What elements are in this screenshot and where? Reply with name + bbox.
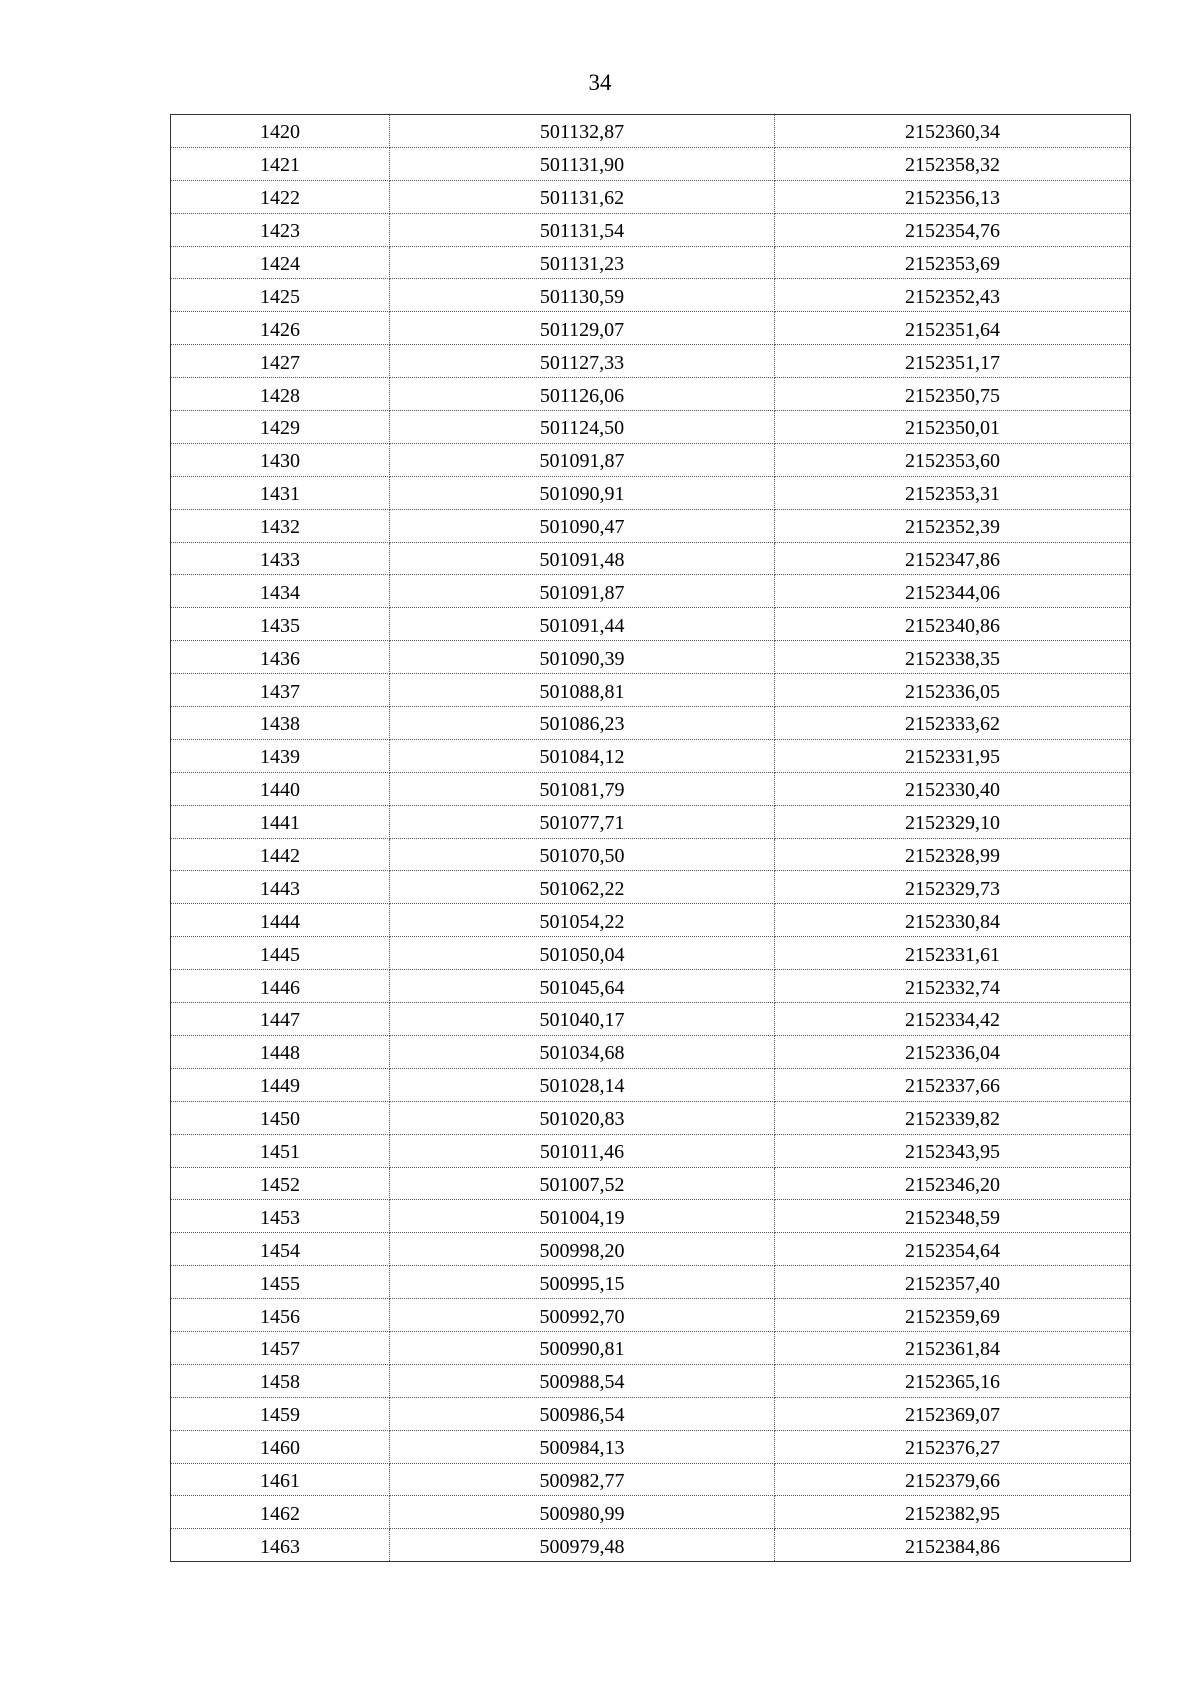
y-coordinate-cell: 2152333,62: [775, 707, 1131, 740]
table-row: [171, 1299, 1131, 1332]
table-row: [171, 739, 1131, 772]
table-row: [171, 1266, 1131, 1299]
y-coordinate-cell: 2152350,01: [775, 411, 1131, 444]
x-coordinate-cell: 501131,54: [390, 213, 775, 246]
table-row: [171, 970, 1131, 1003]
y-coordinate-cell: 2152331,61: [775, 937, 1131, 970]
table-row: [171, 707, 1131, 740]
point-number-cell: 1432: [171, 509, 390, 542]
point-number-cell: 1423: [171, 213, 390, 246]
y-coordinate-cell: 2152354,76: [775, 213, 1131, 246]
x-coordinate-cell: 501007,52: [390, 1167, 775, 1200]
table-row: [171, 345, 1131, 378]
x-coordinate-cell: 501091,48: [390, 542, 775, 575]
point-number-cell: 1456: [171, 1299, 390, 1332]
page-number: 34: [588, 70, 612, 95]
y-coordinate-cell: 2152352,43: [775, 279, 1131, 312]
point-number-cell: 1463: [171, 1529, 390, 1562]
point-number-cell: 1442: [171, 838, 390, 871]
y-coordinate-cell: 2152358,32: [775, 147, 1131, 180]
table-row: [171, 838, 1131, 871]
y-coordinate-cell: 2152353,69: [775, 246, 1131, 279]
table-row: [171, 1233, 1131, 1266]
y-coordinate-cell: 2152369,07: [775, 1397, 1131, 1430]
table-row: [171, 937, 1131, 970]
x-coordinate-cell: 500988,54: [390, 1364, 775, 1397]
x-coordinate-cell: 501020,83: [390, 1101, 775, 1134]
table-row: [171, 1003, 1131, 1036]
x-coordinate-cell: 500982,77: [390, 1463, 775, 1496]
point-number-cell: 1433: [171, 542, 390, 575]
x-coordinate-cell: 501084,12: [390, 739, 775, 772]
table-row: [171, 1331, 1131, 1364]
x-coordinate-cell: 501004,19: [390, 1200, 775, 1233]
point-number-cell: 1444: [171, 904, 390, 937]
table-row: [171, 1496, 1131, 1529]
point-number-cell: 1447: [171, 1003, 390, 1036]
point-number-cell: 1461: [171, 1463, 390, 1496]
table-row: [171, 1463, 1131, 1496]
x-coordinate-cell: 501131,23: [390, 246, 775, 279]
table-row: [171, 509, 1131, 542]
y-coordinate-cell: 2152379,66: [775, 1463, 1131, 1496]
y-coordinate-cell: 2152340,86: [775, 608, 1131, 641]
y-coordinate-cell: 2152344,06: [775, 575, 1131, 608]
y-coordinate-cell: 2152360,34: [775, 115, 1131, 148]
point-number-cell: 1440: [171, 772, 390, 805]
y-coordinate-cell: 2152350,75: [775, 378, 1131, 411]
point-number-cell: 1455: [171, 1266, 390, 1299]
y-coordinate-cell: 2152382,95: [775, 1496, 1131, 1529]
table-row: [171, 378, 1131, 411]
y-coordinate-cell: 2152347,86: [775, 542, 1131, 575]
point-number-cell: 1454: [171, 1233, 390, 1266]
y-coordinate-cell: 2152336,04: [775, 1035, 1131, 1068]
table-row: [171, 115, 1131, 148]
point-number-cell: 1438: [171, 707, 390, 740]
x-coordinate-cell: 501091,87: [390, 443, 775, 476]
point-number-cell: 1422: [171, 180, 390, 213]
y-coordinate-cell: 2152332,74: [775, 970, 1131, 1003]
y-coordinate-cell: 2152359,69: [775, 1299, 1131, 1332]
x-coordinate-cell: 500979,48: [390, 1529, 775, 1562]
table-row: [171, 312, 1131, 345]
table-row: [171, 411, 1131, 444]
x-coordinate-cell: 501126,06: [390, 378, 775, 411]
y-coordinate-cell: 2152334,42: [775, 1003, 1131, 1036]
y-coordinate-cell: 2152329,10: [775, 805, 1131, 838]
table-row: [171, 476, 1131, 509]
y-coordinate-cell: 2152353,31: [775, 476, 1131, 509]
point-number-cell: 1431: [171, 476, 390, 509]
x-coordinate-cell: 501050,04: [390, 937, 775, 970]
x-coordinate-cell: 501040,17: [390, 1003, 775, 1036]
x-coordinate-cell: 501091,87: [390, 575, 775, 608]
point-number-cell: 1458: [171, 1364, 390, 1397]
x-coordinate-cell: 501132,87: [390, 115, 775, 148]
y-coordinate-cell: 2152365,16: [775, 1364, 1131, 1397]
point-number-cell: 1452: [171, 1167, 390, 1200]
x-coordinate-cell: 501091,44: [390, 608, 775, 641]
point-number-cell: 1435: [171, 608, 390, 641]
y-coordinate-cell: 2152376,27: [775, 1430, 1131, 1463]
point-number-cell: 1420: [171, 115, 390, 148]
point-number-cell: 1436: [171, 641, 390, 674]
x-coordinate-cell: 500995,15: [390, 1266, 775, 1299]
x-coordinate-cell: 501088,81: [390, 674, 775, 707]
y-coordinate-cell: 2152348,59: [775, 1200, 1131, 1233]
table-row: [171, 1167, 1131, 1200]
table-row: [171, 147, 1131, 180]
table-row: [171, 772, 1131, 805]
point-number-cell: 1457: [171, 1331, 390, 1364]
table-row: [171, 1364, 1131, 1397]
x-coordinate-cell: 501090,91: [390, 476, 775, 509]
table-row: [171, 871, 1131, 904]
table-row: [171, 1200, 1131, 1233]
x-coordinate-cell: 501127,33: [390, 345, 775, 378]
table-row: [171, 1134, 1131, 1167]
y-coordinate-cell: 2152351,64: [775, 312, 1131, 345]
point-number-cell: 1448: [171, 1035, 390, 1068]
table-row: [171, 1068, 1131, 1101]
y-coordinate-cell: 2152361,84: [775, 1331, 1131, 1364]
y-coordinate-cell: 2152338,35: [775, 641, 1131, 674]
point-number-cell: 1449: [171, 1068, 390, 1101]
table-row: [171, 575, 1131, 608]
x-coordinate-cell: 501062,22: [390, 871, 775, 904]
y-coordinate-cell: 2152346,20: [775, 1167, 1131, 1200]
coordinates-table: [170, 114, 1131, 1562]
table-row: [171, 1529, 1131, 1562]
point-number-cell: 1424: [171, 246, 390, 279]
point-number-cell: 1437: [171, 674, 390, 707]
x-coordinate-cell: 501090,47: [390, 509, 775, 542]
x-coordinate-cell: 501129,07: [390, 312, 775, 345]
x-coordinate-cell: 501090,39: [390, 641, 775, 674]
x-coordinate-cell: 501131,62: [390, 180, 775, 213]
point-number-cell: 1445: [171, 937, 390, 970]
point-number-cell: 1462: [171, 1496, 390, 1529]
point-number-cell: 1446: [171, 970, 390, 1003]
x-coordinate-cell: 501077,71: [390, 805, 775, 838]
x-coordinate-cell: 501070,50: [390, 838, 775, 871]
table-row: [171, 1397, 1131, 1430]
x-coordinate-cell: 500998,20: [390, 1233, 775, 1266]
point-number-cell: 1439: [171, 739, 390, 772]
x-coordinate-cell: 501124,50: [390, 411, 775, 444]
point-number-cell: 1443: [171, 871, 390, 904]
y-coordinate-cell: 2152331,95: [775, 739, 1131, 772]
table-row: [171, 1430, 1131, 1463]
table-row: [171, 904, 1131, 937]
table-row: [171, 279, 1131, 312]
point-number-cell: 1426: [171, 312, 390, 345]
y-coordinate-cell: 2152384,86: [775, 1529, 1131, 1562]
x-coordinate-cell: 500980,99: [390, 1496, 775, 1529]
x-coordinate-cell: 500990,81: [390, 1331, 775, 1364]
x-coordinate-cell: 500986,54: [390, 1397, 775, 1430]
y-coordinate-cell: 2152329,73: [775, 871, 1131, 904]
y-coordinate-cell: 2152353,60: [775, 443, 1131, 476]
table-row: [171, 443, 1131, 476]
coordinates-table-body: [171, 115, 1131, 1562]
y-coordinate-cell: 2152357,40: [775, 1266, 1131, 1299]
point-number-cell: 1451: [171, 1134, 390, 1167]
table-row: [171, 213, 1131, 246]
point-number-cell: 1434: [171, 575, 390, 608]
y-coordinate-cell: 2152330,40: [775, 772, 1131, 805]
x-coordinate-cell: 501034,68: [390, 1035, 775, 1068]
table-row: [171, 1101, 1131, 1134]
x-coordinate-cell: 501028,14: [390, 1068, 775, 1101]
x-coordinate-cell: 501131,90: [390, 147, 775, 180]
point-number-cell: 1421: [171, 147, 390, 180]
point-number-cell: 1460: [171, 1430, 390, 1463]
point-number-cell: 1430: [171, 443, 390, 476]
x-coordinate-cell: 501081,79: [390, 772, 775, 805]
point-number-cell: 1429: [171, 411, 390, 444]
x-coordinate-cell: 501130,59: [390, 279, 775, 312]
y-coordinate-cell: 2152351,17: [775, 345, 1131, 378]
table-row: [171, 608, 1131, 641]
table-row: [171, 805, 1131, 838]
point-number-cell: 1441: [171, 805, 390, 838]
point-number-cell: 1427: [171, 345, 390, 378]
x-coordinate-cell: 500992,70: [390, 1299, 775, 1332]
y-coordinate-cell: 2152337,66: [775, 1068, 1131, 1101]
x-coordinate-cell: 501045,64: [390, 970, 775, 1003]
table-row: [171, 542, 1131, 575]
y-coordinate-cell: 2152336,05: [775, 674, 1131, 707]
y-coordinate-cell: 2152328,99: [775, 838, 1131, 871]
y-coordinate-cell: 2152356,13: [775, 180, 1131, 213]
x-coordinate-cell: 500984,13: [390, 1430, 775, 1463]
point-number-cell: 1425: [171, 279, 390, 312]
x-coordinate-cell: 501054,22: [390, 904, 775, 937]
table-row: [171, 180, 1131, 213]
table-row: [171, 674, 1131, 707]
y-coordinate-cell: 2152354,64: [775, 1233, 1131, 1266]
table-row: [171, 246, 1131, 279]
x-coordinate-cell: 501011,46: [390, 1134, 775, 1167]
y-coordinate-cell: 2152339,82: [775, 1101, 1131, 1134]
point-number-cell: 1453: [171, 1200, 390, 1233]
point-number-cell: 1428: [171, 378, 390, 411]
y-coordinate-cell: 2152352,39: [775, 509, 1131, 542]
point-number-cell: 1450: [171, 1101, 390, 1134]
table-row: [171, 1035, 1131, 1068]
table-row: [171, 641, 1131, 674]
y-coordinate-cell: 2152343,95: [775, 1134, 1131, 1167]
point-number-cell: 1459: [171, 1397, 390, 1430]
y-coordinate-cell: 2152330,84: [775, 904, 1131, 937]
x-coordinate-cell: 501086,23: [390, 707, 775, 740]
